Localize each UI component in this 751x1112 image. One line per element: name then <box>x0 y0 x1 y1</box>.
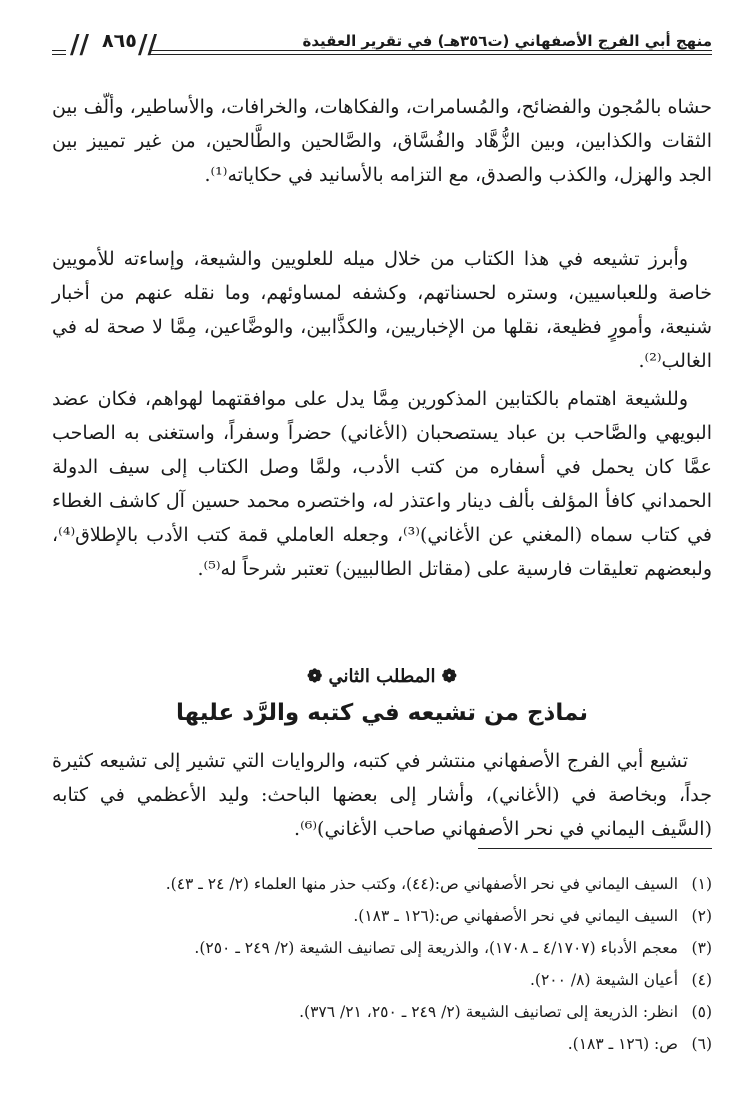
footnote-item <box>52 868 712 900</box>
book-title: منهج أبي الفرج الأصفهاني (ت٣٥٦هـ) في تقرير العقيدة <box>302 32 712 50</box>
page-number: ٨٦٥ <box>102 30 137 52</box>
page-number-ornament-right: // <box>138 30 157 60</box>
footnote-number: (٢) <box>691 907 712 925</box>
footnote-text: معجم الأدباء (٤/١٧٠٧ ـ ١٧٠٨)، والذريعة إلى تصانيف الشيعة (٢/ ٢٤٩ ـ ٢٥٠). <box>194 939 678 957</box>
footnote-text: السيف اليماني في نحر الأصفهاني ص:(١٢٦ ـ ١٨٣). <box>353 907 678 925</box>
paragraph-text: تشيع أبي الفرج الأصفهاني منتشر في كتبه، والروايات التي تشير إلى تشيعه كثيرة جداً، وبخاصة في (الأغاني)، وأشار إلى بعضها الباحث: وليد الأعظمي في كتابه (السَّيف اليماني في نحر الأصفهاني صاحب الأغاني)⁽⁶⁾. <box>52 750 712 840</box>
footnote-text: ص: (١٢٦ ـ ١٨٣). <box>567 1035 678 1053</box>
running-header <box>52 28 712 62</box>
footnote-number: (٤) <box>691 971 712 989</box>
paragraph-examples-intro <box>52 744 712 846</box>
footnotes-list <box>52 868 712 1060</box>
paragraph-shiism-in-book <box>52 242 712 378</box>
footnote-number: (٦) <box>691 1035 712 1053</box>
footnote-item <box>52 1028 712 1060</box>
footnote-item <box>52 964 712 996</box>
footnote-number: (٣) <box>691 939 712 957</box>
page-number-ornament-left: // <box>70 30 89 60</box>
paragraph-text: وأبرز تشيعه في هذا الكتاب من خلال ميله للعلويين والشيعة، وإساءته للأمويين خاصة وللعباسيين، وستره لحسناتهم، وكشفه لمساوئهم، وما نقله عنهم من أخبار شنيعة، وأمورٍ فظيعة، نقلها من الإخباريين، والكذَّابين، والوضَّاعين، مِمَّا لا صحة له في الغالب⁽²⁾. <box>52 248 712 372</box>
footnote-number: (٥) <box>691 1003 712 1021</box>
header-rule-left-bottom <box>52 54 66 55</box>
paragraph-text: وللشيعة اهتمام بالكتابين المذكورين مِمَّا يدل على موافقتهما لهواهم، فكان عضد البويهي والصَّاحب بن عباد يستصحبان (الأغاني) حضراً وسفراً، واستغنى به الصاحب عمَّا كان يحمل في أسفاره من كتب الأدب، ولمَّا وصل الكتاب إلى سيف الدولة الحمداني كافأ المؤلف بألف دينار واعتذر له، واختصره محمد حسين آل كاشف الغطاء في كتاب سماه (المغني عن الأغاني)⁽³⁾، وجعله العاملي قمة كتب الأدب بالإطلاق⁽⁴⁾، ولبعضهم تعليقات فارسية على (مقاتل الطالبيين) تعتبر شرحاً له⁽⁵⁾. <box>52 388 713 580</box>
footnote-separator <box>478 848 712 849</box>
header-rule-top <box>150 50 712 51</box>
header-rule-bottom <box>150 54 712 55</box>
footnote-item <box>52 900 712 932</box>
header-rule-left-top <box>52 50 66 51</box>
paragraph-text: حشاه بالمُجون والفضائح، والمُسامرات، والفكاهات، والخرافات، والأساطير، وألّف بين الثقات والكذابين، وبين الزُّهَّاد والفُسَّاق، والصَّالحين والطَّالحين، من غير تمييز بين الجد والهزل، والكذب والصدق، مع التزامه بالأسانيد في حكاياته⁽¹⁾. <box>52 96 712 186</box>
section-subheading: ❁ المطلب الثاني ❁ <box>307 666 457 687</box>
footnote-item <box>52 996 712 1028</box>
paragraph-continuation <box>52 90 712 192</box>
footnote-item <box>52 932 712 964</box>
section-heading: نماذج من تشيعه في كتبه والرَّد عليها <box>175 700 589 726</box>
footnote-number: (١) <box>691 875 712 893</box>
footnote-text: انظر: الذريعة إلى تصانيف الشيعة (٢/ ٢٤٩ ـ ٢٥٠، ٢١/ ٣٧٦). <box>299 1003 678 1021</box>
paragraph-shia-interest <box>52 382 712 586</box>
footnote-text: أعيان الشيعة (٨/ ٢٠٠). <box>529 971 678 989</box>
footnote-text: السيف اليماني في نحر الأصفهاني ص:(٤٤)، وكتب حذر منها العلماء (٢/ ٢٤ ـ ٤٣). <box>165 875 678 893</box>
